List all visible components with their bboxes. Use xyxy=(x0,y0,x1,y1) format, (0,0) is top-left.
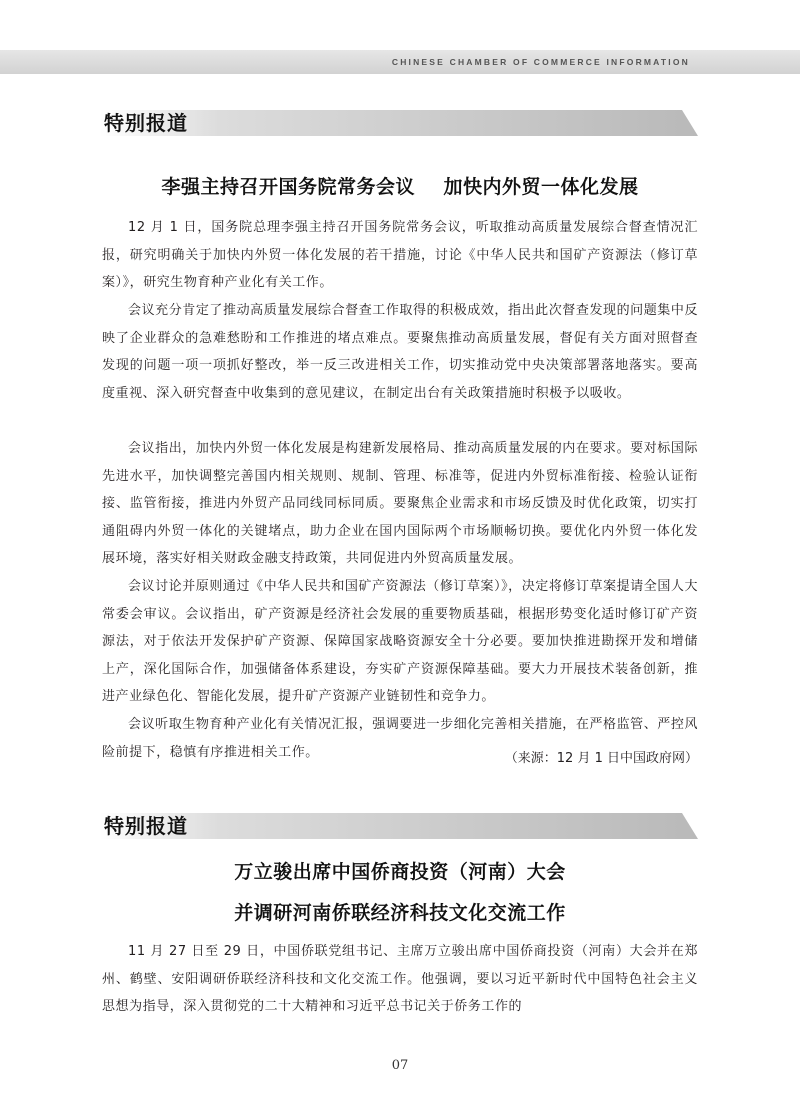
section-header-special-report xyxy=(100,110,698,136)
article-paragraph: 12 月 1 日，国务院总理李强主持召开国务院常务会议，听取推动高质量发展综合督查情况汇报，研究明确关于加快内外贸一体化发展的若干措施，讨论《中华人民共和国矿产资源法（修订草案）》，研究生物育种产业化有关工作。 xyxy=(102,220,698,291)
section-header-background xyxy=(100,110,698,136)
section-header-label: 特别报道 xyxy=(104,111,188,135)
section-header-special-report xyxy=(100,813,698,839)
article-paragraph: 11 月 27 日至 29 日，中国侨联党组书记、主席万立骏出席中国侨商投资（河南）大会并在郑州、鹤壁、安阳调研侨联经济科技和文化交流工作。他强调，要以习近平新时代中国特色社会主义思想为指导，深入贯彻党的二十大精神和习近平总书记关于侨务工作的 xyxy=(102,944,698,1015)
article-title: 李强主持召开国务院常务会议 加快内外贸一体化发展 xyxy=(161,176,639,198)
section-header-background xyxy=(100,813,698,839)
article-paragraph: 会议听取生物育种产业化有关情况汇报，强调要进一步细化完善相关措施，在严格监管、严控风险前提下，稳慎有序推进相关工作。 xyxy=(102,717,698,760)
article-paragraph: 会议指出，加快内外贸一体化发展是构建新发展格局、推动高质量发展的内在要求。要对标国际先进水平，加快调整完善国内相关规则、规制、管理、标准等，促进内外贸标准衔接、检验认证衔接、监管衔接，推进内外贸产品同线同标同质。要聚焦企业需求和市场反馈及时优化政策，切实打通阻碍内外贸一体化的关键堵点，助力企业在国内国际两个市场顺畅切换。要优化内外贸一体化发展环境，落实好相关财政金融支持政策，共同促进内外贸高质量发展。 xyxy=(102,441,698,567)
article-title-line-1: 万立骏出席中国侨商投资（河南）大会 xyxy=(234,861,566,883)
page-number: 07 xyxy=(391,1058,409,1073)
article-title-line-2: 并调研河南侨联经济科技文化交流工作 xyxy=(234,902,566,924)
article-paragraph: 会议讨论并原则通过《中华人民共和国矿产资源法（修订草案）》，决定将修订草案提请全国人大常委会审议。会议指出，矿产资源是经济社会发展的重要物质基础，根据形势变化适时修订矿产资源法，对于依法开发保护矿产资源、保障国家战略资源安全十分必要。要加快推进勘探开发和增储上产，深化国际合作，加强储备体系建设，夯实矿产资源保障基础。要大力开展技术装备创新，推进产业绿色化、智能化发展，提升矿产资源产业链韧性和竞争力。 xyxy=(102,579,698,705)
masthead-text: CHINESE CHAMBER OF COMMERCE INFORMATION xyxy=(391,57,690,67)
article-source: （来源：12 月 1 日中国政府网） xyxy=(504,751,698,766)
article-paragraph: 会议充分肯定了推动高质量发展综合督查工作取得的积极成效，指出此次督查发现的问题集中反映了企业群众的急难愁盼和工作推进的堵点难点。要聚焦推动高质量发展，督促有关方面对照督查发现的问题一项一项抓好整改，举一反三改进相关工作，切实推动党中央决策部署落地落实。要高度重视、深入研究督查中收集到的意见建议，在制定出台有关政策措施时积极予以吸收。 xyxy=(102,303,698,401)
section-header-label: 特别报道 xyxy=(104,814,188,838)
